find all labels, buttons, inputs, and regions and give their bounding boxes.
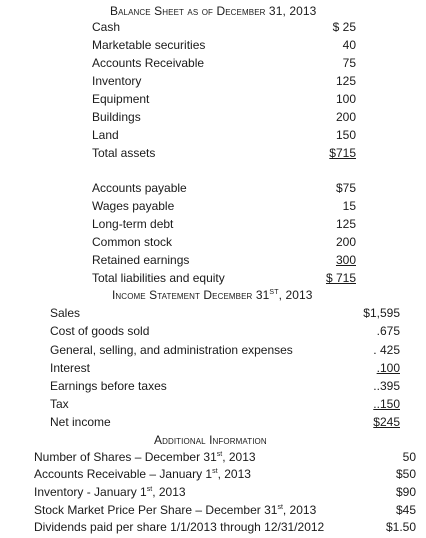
- row-value: $1,595: [363, 306, 400, 320]
- row-value: $50: [395, 467, 416, 481]
- row-label: Common stock: [92, 235, 173, 249]
- liability-row: [92, 234, 356, 251]
- additional-row: [34, 502, 416, 519]
- row-value: 200: [335, 110, 356, 124]
- row-value: $1.50: [385, 520, 416, 534]
- income-row: [50, 342, 400, 359]
- asset-row: [92, 73, 356, 90]
- row-label: Tax: [50, 397, 69, 411]
- row-label: Total assets: [92, 146, 156, 160]
- row-value: $ 25: [332, 20, 356, 34]
- row-label: Total liabilities and equity: [92, 271, 225, 285]
- asset-row: [92, 127, 356, 144]
- row-label: Wages payable: [92, 199, 175, 213]
- liability-row: [92, 180, 356, 197]
- row-value: 200: [335, 235, 356, 249]
- income-row: [50, 378, 400, 395]
- liability-row: [92, 252, 356, 269]
- row-value: 50: [402, 450, 416, 464]
- row-label: General, selling, and administration expenses: [50, 343, 293, 357]
- row-label: Net income: [50, 415, 111, 429]
- additional-row: [34, 466, 416, 483]
- additional-row: [34, 449, 416, 466]
- row-value: $75: [335, 181, 356, 195]
- row-label: Cost of goods sold: [50, 324, 150, 338]
- income-row: [50, 396, 400, 413]
- row-label: Land: [92, 128, 119, 142]
- row-label: Inventory - January 1st, 2013: [34, 485, 186, 499]
- balance-sheet-title: Balance Sheet as of December 31, 2013: [110, 4, 317, 18]
- row-value: . 425: [373, 343, 400, 357]
- row-value: ..150: [373, 397, 400, 411]
- row-value: $245: [373, 415, 400, 429]
- net-income-row: [50, 414, 400, 431]
- row-label: Long-term debt: [92, 217, 174, 231]
- liability-row: [92, 216, 356, 233]
- row-value: $715: [329, 146, 356, 160]
- liability-row: [92, 198, 356, 215]
- additional-row: [34, 519, 416, 536]
- title-superscript: ST: [269, 289, 279, 296]
- additional-info-title: Additional Information: [154, 433, 267, 447]
- row-label: Dividends paid per share 1/1/2013 through 12/31/2012: [34, 520, 325, 534]
- row-value: 125: [335, 74, 356, 88]
- row-label: Accounts payable: [92, 181, 187, 195]
- row-label: Earnings before taxes: [50, 379, 167, 393]
- row-value: 125: [335, 217, 356, 231]
- asset-row: [92, 55, 356, 72]
- title-text: Income Statement December 31: [112, 288, 270, 302]
- row-value: 150: [335, 128, 356, 142]
- row-value: 75: [342, 56, 356, 70]
- row-value: $90: [395, 485, 416, 499]
- income-row: [50, 305, 400, 322]
- total-liabilities-row: [92, 270, 356, 287]
- asset-row: [92, 37, 356, 54]
- row-label: Buildings: [92, 110, 141, 124]
- row-label: Marketable securities: [92, 38, 206, 52]
- income-statement-title: [112, 288, 313, 302]
- asset-row: [92, 19, 356, 36]
- row-label: Equipment: [92, 92, 150, 106]
- row-label: Accounts Receivable: [92, 56, 205, 70]
- row-value: 15: [342, 199, 356, 213]
- row-value: $ 715: [325, 271, 356, 285]
- row-value: 100: [335, 92, 356, 106]
- row-value: .100: [376, 361, 400, 375]
- asset-row: [92, 91, 356, 108]
- title-text: , 2013: [278, 288, 313, 302]
- row-label: Number of Shares – December 31st, 2013: [34, 450, 256, 464]
- row-value: 40: [342, 38, 356, 52]
- row-label: Inventory: [92, 74, 142, 88]
- row-value: $45: [395, 503, 416, 517]
- row-label: Accounts Receivable – January 1st, 2013: [34, 467, 251, 481]
- income-row: [50, 360, 400, 377]
- asset-row: [92, 109, 356, 126]
- row-label: Stock Market Price Per Share – December 31st, 2013: [34, 503, 317, 517]
- income-row: [50, 323, 400, 340]
- additional-row: [34, 484, 416, 501]
- total-assets-row: [92, 145, 356, 162]
- row-label: Sales: [50, 306, 81, 320]
- row-label: Cash: [92, 20, 121, 34]
- row-value: ..395: [373, 379, 400, 393]
- row-label: Interest: [50, 361, 91, 375]
- row-label: Retained earnings: [92, 253, 190, 267]
- row-value: 300: [335, 253, 356, 267]
- row-value: .675: [376, 324, 400, 338]
